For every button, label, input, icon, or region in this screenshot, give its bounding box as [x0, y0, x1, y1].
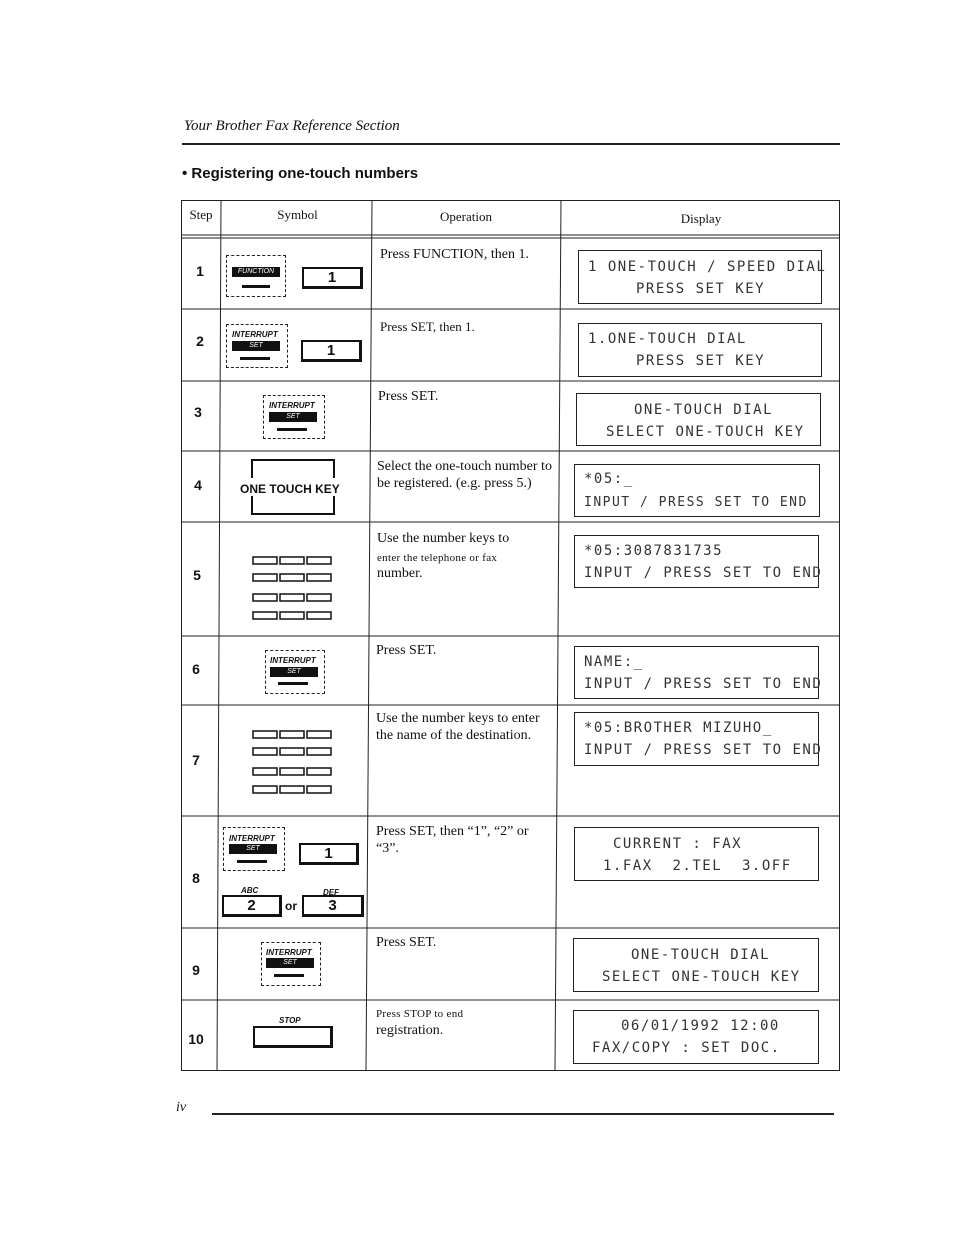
- lcd-line-1: *05:3087831735: [584, 543, 724, 559]
- step-number: 9: [192, 962, 200, 978]
- keypad-icon: [251, 554, 337, 624]
- operation-text: Press SET, then “1”, “2” or “3”.: [376, 824, 529, 856]
- lcd-line-2: INPUT / PRESS SET TO END: [584, 676, 823, 692]
- operation-text: Press SET.: [378, 389, 439, 404]
- operation-text: enter the telephone or fax: [377, 552, 498, 564]
- key-bar: [274, 974, 304, 977]
- lcd-display: [574, 535, 823, 588]
- step-number: 1: [196, 263, 204, 279]
- symbol-number-keypad: [251, 554, 337, 629]
- lcd-display: [573, 1010, 819, 1064]
- operation-text: Press STOP to end: [376, 1008, 464, 1020]
- key-bar: [237, 860, 267, 863]
- interrupt-label: INTERRUPT: [232, 330, 278, 339]
- step-number: 6: [192, 661, 200, 677]
- step-number: 3: [194, 404, 202, 420]
- key-bar: [242, 285, 270, 288]
- or-label: or: [285, 899, 297, 913]
- section-title: • Registering one-touch numbers: [182, 165, 419, 182]
- lcd-display: [578, 250, 827, 304]
- column-header-step: Step: [189, 207, 213, 222]
- column-header-symbol: Symbol: [277, 207, 318, 222]
- key-bar: [277, 428, 307, 431]
- operation-text: registration.: [376, 1023, 444, 1038]
- lcd-line-1: ONE-TOUCH DIAL: [634, 402, 774, 418]
- operation-text: Use the number keys to enter the name of the destination.: [376, 711, 540, 743]
- set-key: SET: [229, 844, 277, 854]
- lcd-line-2: PRESS SET KEY: [636, 281, 766, 297]
- operation-text: Press SET.: [376, 935, 437, 950]
- lcd-display: [574, 827, 819, 881]
- operation-text: number.: [377, 566, 423, 581]
- page-number: iv: [176, 1100, 187, 1115]
- lcd-line-2: PRESS SET KEY: [636, 353, 766, 369]
- set-key: SET: [269, 412, 317, 422]
- lcd-line-2: INPUT / PRESS SET TO END: [584, 742, 823, 758]
- step-number: 8: [192, 870, 200, 886]
- step-number: 4: [194, 477, 202, 493]
- operation-text: Press SET.: [376, 643, 437, 658]
- one-touch-key-label: ONE TOUCH KEY: [240, 482, 340, 496]
- lcd-line-2: INPUT / PRESS SET TO END: [584, 495, 808, 510]
- set-key: SET: [232, 341, 280, 351]
- set-key: SET: [270, 667, 318, 677]
- step-number: 2: [196, 333, 204, 349]
- key-bar: [240, 357, 270, 360]
- lcd-line-1: 06/01/1992 12:00: [621, 1018, 780, 1034]
- keypad-icon: [251, 728, 337, 798]
- set-key: SET: [266, 958, 314, 968]
- step-number: 10: [188, 1031, 204, 1047]
- lcd-line-2: FAX/COPY : SET DOC.: [592, 1040, 781, 1056]
- footer-rule: [212, 1113, 834, 1115]
- lcd-display: [578, 323, 822, 377]
- number-key-1: 1: [301, 340, 362, 362]
- lcd-line-2: INPUT / PRESS SET TO END: [584, 565, 823, 581]
- interrupt-label: INTERRUPT: [269, 401, 315, 410]
- column-header-display: Display: [680, 211, 722, 226]
- header-rule: [182, 143, 840, 145]
- lcd-display: [574, 646, 823, 699]
- operation-text: Press SET, then 1.: [380, 319, 475, 334]
- lcd-line-2: 1.FAX 2.TEL 3.OFF: [603, 858, 792, 874]
- stop-label: STOP: [279, 1016, 301, 1025]
- lcd-display: [573, 938, 819, 992]
- lcd-line-1: *05:BROTHER MIZUHO_: [584, 720, 773, 736]
- lcd-line-2: SELECT ONE-TOUCH KEY: [606, 424, 805, 440]
- lcd-display: [576, 393, 821, 446]
- column-header-operation: Operation: [440, 209, 492, 224]
- number-key-2: 2: [222, 895, 282, 917]
- steps-table: [181, 200, 840, 1072]
- operation-text: Select the one-touch number to be registered. (e.g. press 5.): [377, 459, 552, 491]
- number-key-1: 1: [302, 267, 363, 289]
- operation-text: Press FUNCTION, then 1.: [380, 247, 529, 262]
- operation-text: Use the number keys to: [377, 531, 510, 546]
- key-bar: [278, 682, 308, 685]
- lcd-line-1: *05:_: [584, 471, 634, 487]
- lcd-line-1: 1.ONE-TOUCH DIAL: [588, 331, 747, 347]
- interrupt-label: INTERRUPT: [270, 656, 316, 665]
- step-number: 7: [192, 752, 200, 768]
- lcd-display: [574, 712, 823, 766]
- lcd-line-2: SELECT ONE-TOUCH KEY: [602, 969, 801, 985]
- lcd-line-1: 1 ONE-TOUCH / SPEED DIAL: [588, 259, 827, 275]
- lcd-display: [574, 464, 820, 517]
- step-number: 5: [193, 567, 201, 583]
- stop-key: [253, 1026, 333, 1048]
- abc-label: ABC: [241, 886, 259, 895]
- function-key: FUNCTION: [232, 267, 280, 277]
- symbol-one-touch-key: [239, 458, 349, 521]
- symbol-number-keypad: [251, 728, 337, 803]
- lcd-line-1: NAME:_: [584, 654, 644, 670]
- lcd-line-1: ONE-TOUCH DIAL: [631, 947, 771, 963]
- number-key-3: 3: [302, 895, 364, 917]
- interrupt-label: INTERRUPT: [266, 948, 312, 957]
- page-header-title: Your Brother Fax Reference Section: [184, 118, 400, 134]
- interrupt-label: INTERRUPT: [229, 834, 275, 843]
- lcd-line-1: CURRENT : FAX: [613, 836, 743, 852]
- def-label: DEF: [323, 888, 339, 897]
- number-key-1: 1: [299, 843, 359, 865]
